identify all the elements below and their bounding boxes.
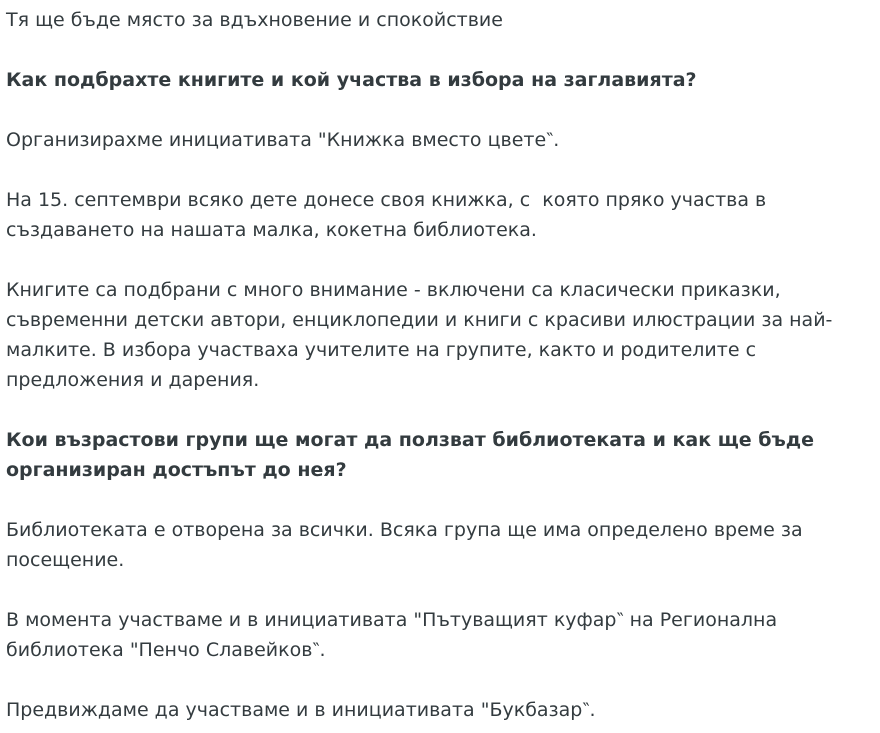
intro-paragraph: Тя ще бъде място за вдъхновение и спокойствие <box>6 9 503 31</box>
answer-paragraph-bookbazaar: Предвиждаме да участваме и в инициативата "Букбазар‶. <box>6 699 596 721</box>
question-heading-age-groups: Кои възрастови групи ще могат да ползват библиотеката и как ще бъде организиран достъпът до нея? <box>6 429 821 481</box>
answer-paragraph-selection: Книгите са подбрани с много внимание - включени са класически приказки, съвременни детски автори, енциклопедии и книги с красиви илюстрации за най-малките. В избора участваха учителите на групите, както и родителите с предложения и дарения. <box>6 279 833 391</box>
answer-paragraph-access: Библиотеката е отворена за всички. Всяка група ще има определено време за посещение. <box>6 519 809 571</box>
answer-paragraph-september: На 15. септември всяко дете донесе своя книжка, с която пряко участва в създаването на нашата малка, кокетна библиотека. <box>6 189 773 241</box>
answer-paragraph-travelling-suitcase: В момента участваме и в инициативата "Пътуващият куфар‶ на Регионална библиотека "Пенчо Славейков‶. <box>6 609 784 661</box>
answer-paragraph-initiative: Организирахме инициативата "Книжка вместо цвете‶. <box>6 129 560 151</box>
question-heading-book-selection: Как подбрахте книгите и кой участва в избора на заглавията? <box>6 69 697 91</box>
